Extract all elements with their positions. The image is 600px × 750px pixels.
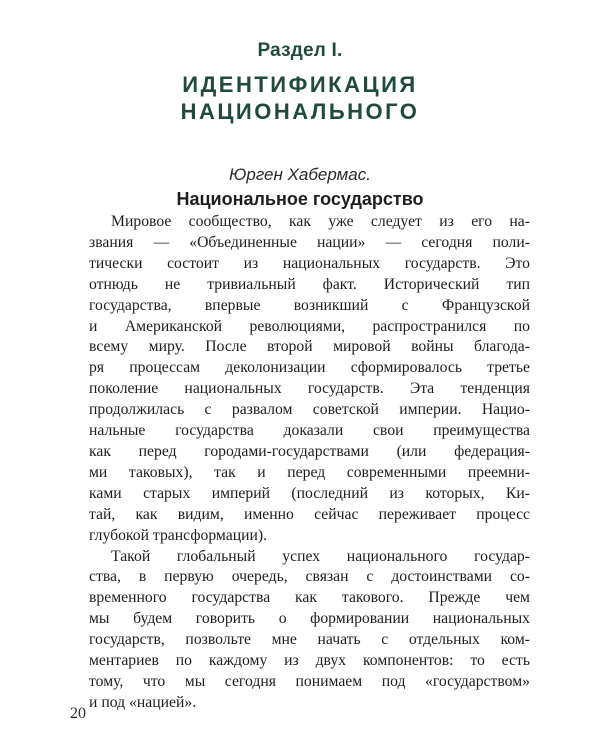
text-line: Мировое сообщество, как уже следует из его на- [111, 213, 530, 230]
text-line: мы будем говорить о формировании национальных [89, 610, 530, 628]
paragraph-1 [89, 212, 530, 547]
essay-body [89, 212, 530, 714]
essay-author: Юрген Хабермас. [229, 165, 371, 184]
text-line: тай, как видим, именно сейчас переживает процесс [89, 505, 530, 523]
section-title-line-1: ИДЕНТИФИКАЦИЯ [182, 72, 418, 97]
section-title [0, 71, 600, 125]
text-line: как перед городами-государствами (или федерация- [89, 442, 530, 460]
section-label: Раздел I. [257, 40, 343, 61]
text-line: ками старых империй (последний из которых, Ки- [89, 484, 530, 502]
text-line: Такой глобальный успех национального государ- [111, 547, 530, 565]
text-line: отнюдь не тривиальный факт. Исторический тип [89, 275, 530, 293]
text-line: временного государства как такового. Прежде чем [89, 589, 530, 607]
text-line: ми таковых), так и перед современными преемни- [89, 463, 530, 481]
text-line: ря процессам деколонизации сформировалось третье [89, 359, 530, 377]
text-line: продолжилась с развалом советской империи. Нацио- [89, 401, 530, 419]
section-title-line-2: НАЦИОНАЛЬНОГО [180, 99, 420, 124]
paragraph-2 [89, 547, 530, 714]
text-line: тически состоит из национальных государств. Это [89, 254, 530, 272]
text-line: и под «нацией». [89, 693, 197, 711]
text-line: глубокой трансформации). [89, 526, 268, 544]
text-line: государств, позвольте мне начать с отдельных ком- [89, 631, 530, 649]
text-line: всему миру. После второй мировой войны благода- [89, 338, 530, 356]
text-line: тому, что мы сегодня понимаем под «государством» [89, 672, 530, 690]
text-line: и Американской революциями, распространился по [89, 317, 530, 335]
text-line: ства, в первую очередь, связан с достоинствами со- [89, 568, 530, 586]
text-line: государства, впервые возникший с Французской [89, 296, 530, 314]
text-line: поколение национальных государств. Эта тенденция [89, 380, 530, 398]
text-line: звания — «Объединенные нации» — сегодня поли- [89, 233, 530, 251]
text-line: нальные государства доказали свои преимущества [89, 422, 530, 440]
page-number: 20 [70, 705, 86, 722]
text-line: ментариев по каждому из двух компонентов: то есть [89, 652, 530, 670]
essay-title: Национальное государство [176, 189, 424, 209]
